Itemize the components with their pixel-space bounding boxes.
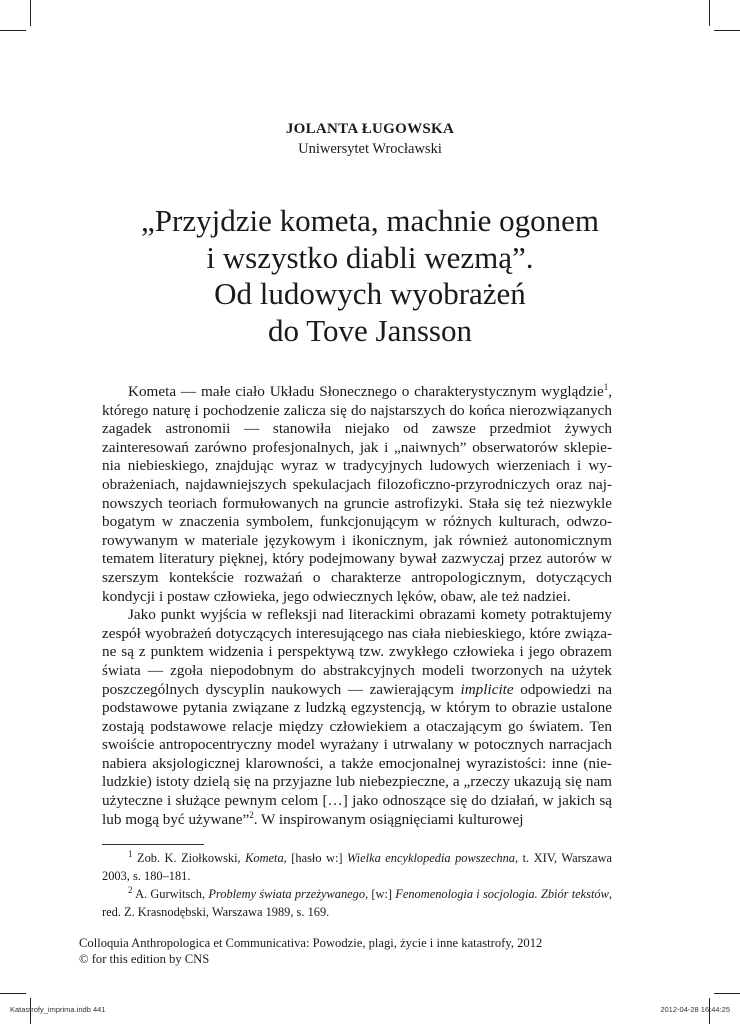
copyright-line: © for this edition by CNS (79, 951, 210, 966)
title-line: do Tove Jansson (268, 312, 472, 348)
footnote-italic: Fenomenologia i socjologia. Zbiór tekstów (395, 887, 609, 901)
footnote-italic: Wielka encyklopedia powszechna (347, 851, 515, 865)
author-name: JOLANTA ŁUGOWSKA (285, 121, 455, 137)
title-line: Od ludowych wyobrażeń (214, 276, 526, 311)
footnote-italic: Kometa (245, 851, 284, 865)
journal-info (79, 936, 639, 967)
footnote-separator (102, 844, 204, 845)
footnote-text: , red. Z. Krasnodębski, Warszawa 1989, s. 169. (102, 887, 612, 919)
body-text: Jako punkt wyjścia w refleksji nad literackimi obrazami komety potraktujemy zespół wyobrażeń dotyczących interesującego nas ciała niebieskiego, które związane są z punktem widzenia i perspektywą tzw. zwykłego człowieka i jego obrazem świata — zgoła niepodobnym do abstrakcyjnych modeli tworzonych na użytek poszczególnych dyscyplin naukowych — zawierającym (102, 606, 612, 698)
body-paragraph (102, 383, 612, 606)
body-text: odpowiedzi na podstawowe pytania związane z ludzką egzystencją, w którym to obrazie ustalone zostają podstawowe relacje między człowiekiem a otaczającym go światem. Ten swoiście antropocentryczny model wyrażany i utrwalany w potocznych narracjach nabiera aksjologicznej klarowności, a także emocjonalnej wyrazistości: inne (nie-ludzkie) istoty dzielą się na przyjazne lub niebezpieczne, a „rzeczy ukazują się nam użyteczne i służące pewnym celom […] jako odnoszące się do działań, w jakich są lub mogą być używane” (102, 680, 612, 828)
footnote-text: , [hasło w:] (283, 851, 348, 865)
footnote-number: 2 (128, 884, 133, 895)
crop-mark-bottom-left-horizontal (0, 993, 26, 994)
footnote-ref: 1 (603, 381, 609, 392)
crop-mark-top-right-horizontal (714, 30, 740, 31)
body-text: Kometa — małe ciało Układu Słonecznego o charakterystycznym wyglądzie (128, 383, 604, 400)
footnote-text: , t. XIV, Warszawa 2003, s. 180–181. (102, 851, 613, 883)
title-line: i wszystko diabli wezmą”. (206, 239, 534, 275)
crop-mark-bottom-right-horizontal (714, 993, 740, 994)
footnote-text: , [w:] (365, 887, 396, 901)
crop-mark-top-left-horizontal (0, 30, 26, 31)
body-text: . W inspirowanym osiągnięciami kulturowej (253, 810, 524, 828)
body-paragraph (102, 606, 612, 829)
article-title (0, 203, 740, 349)
footnote (102, 850, 612, 885)
author-affiliation: Uniwersytet Wrocławski (298, 141, 442, 157)
slug-file-info: Katastrofy_imprima.indb 441 (10, 1005, 106, 1014)
crop-mark-top-right-vertical (709, 0, 710, 26)
crop-mark-top-left-vertical (30, 0, 31, 26)
footnotes (102, 850, 612, 922)
footnote-italic: Problemy świata przeżywanego (208, 887, 366, 901)
journal-title-line: Colloquia Anthropologica et Communicativa: Powodzie, plagi, życie i inne katastrofy, 2012 (79, 936, 543, 950)
title-line: „Przyjdzie kometa, machnie ogonem (141, 203, 599, 238)
footnote-text: Zob. K. Ziołkowski, (137, 851, 246, 865)
footnote-text: A. Gurwitsch, (135, 887, 209, 901)
footnote (102, 886, 612, 921)
body-text: , którego naturę i pochodzenie zalicza się do najstarszych do końca nierozwiązanych zagadek astronomii — stanowiła niejako od zawsze przedmiot żywych zainteresowań zarówno profesjonalnych, jak i „naiwnych” obserwatorów sklepienia niebieskiego, znajdując wyraz w tradycyjnych ludowych wierzeniach i wyobrażeniach, najdawniejszych spekulacjach filozoficzno-przyrodniczych oraz najnowszych teoriach formułowanych na gruncie astrofizyki. Stała się też niezwykle bogatym w znaczenia symbolem, funkcjonującym w różnych kulturach, odwzorowywanym w materiale językowym i ikonicznym, jak również autonomicznym tematem literatury pięknej, który podejmowany bywał zazwyczaj przez autorów w szerszym kontekście rozważań o charakterze antropologicznym, dotyczących kondycji i postaw człowieka, jego odwiecznych lęków, obaw, ale też nadziei. (102, 383, 612, 605)
article-body (102, 383, 612, 829)
slug-timestamp: 2012-04-28 16:44:25 (660, 1005, 730, 1014)
footnote-ref: 2 (249, 809, 254, 820)
italic-term: implicite (460, 680, 514, 698)
footnote-number: 1 (128, 848, 133, 859)
